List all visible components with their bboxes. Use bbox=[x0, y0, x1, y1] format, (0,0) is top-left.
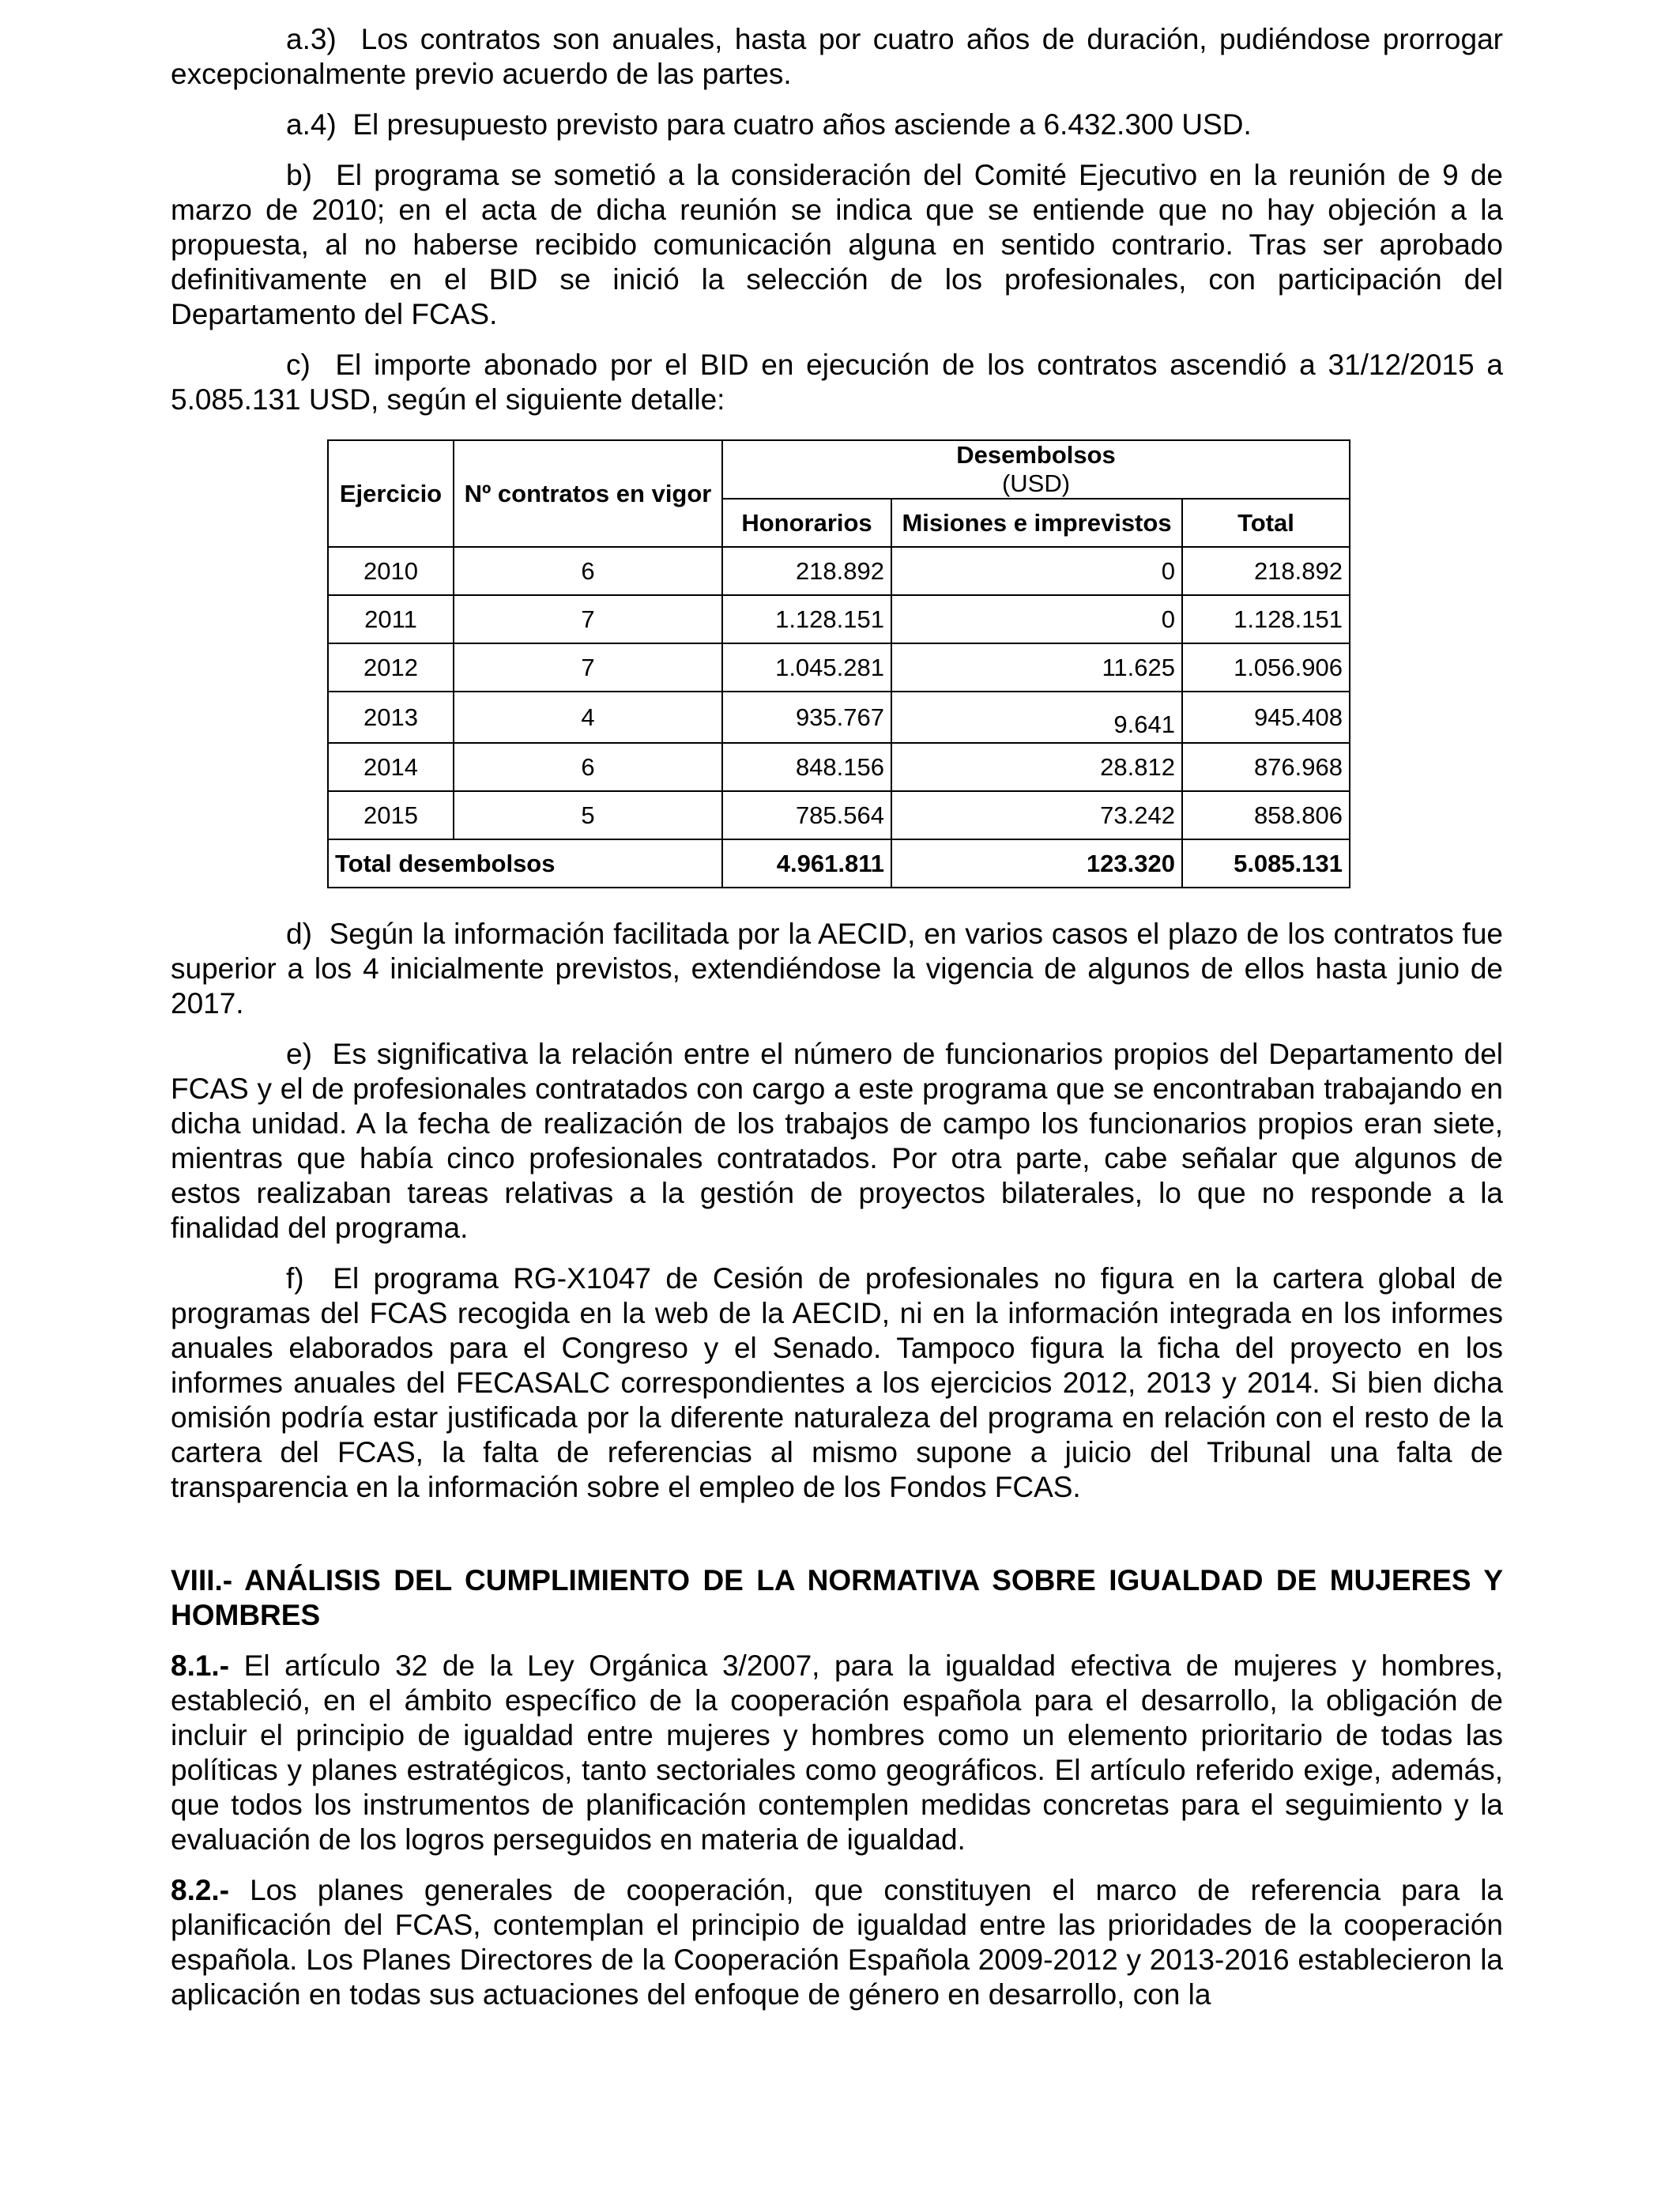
cell-total: 1.056.906 bbox=[1182, 643, 1350, 692]
cell-year: 2012 bbox=[328, 643, 454, 692]
cell-contracts: 6 bbox=[454, 743, 722, 791]
paragraph-8-2-label: 8.2.- bbox=[171, 1874, 230, 1906]
cell-contracts: 7 bbox=[454, 595, 722, 643]
table-row bbox=[328, 595, 1350, 643]
paragraph-d: d) Según la información facilitada por la AECID, en varios casos el plazo de los contratos fue superior a los 4 inicialmente previstos, extendiéndose la vigencia de algunos de ellos hasta junio de 2017. bbox=[171, 918, 1503, 1020]
cell-total: 945.408 bbox=[1182, 692, 1350, 743]
cell-fees: 218.892 bbox=[722, 547, 891, 595]
cell-contracts: 5 bbox=[454, 791, 722, 839]
paragraph-8-2-text: Los planes generales de cooperación, que constituyen el marco de referencia para la planificación del FCAS, contemplan el principio de igualdad entre las prioridades de la cooperación española. Los Planes Directores de la Cooperación Española 2009-2012 y 2013-2016 establecieron la aplicación en todas sus actuaciones del enfoque de género en desarrollo, con la bbox=[171, 1874, 1503, 2011]
table-header-row bbox=[328, 440, 1350, 499]
cell-missions: 28.812 bbox=[891, 743, 1182, 791]
header-missions: Misiones e imprevistos bbox=[891, 499, 1182, 547]
cell-fees: 1.045.281 bbox=[722, 643, 891, 692]
header-fees: Honorarios bbox=[722, 499, 891, 547]
cell-year: 2011 bbox=[328, 595, 454, 643]
cell-total: 218.892 bbox=[1182, 547, 1350, 595]
cell-missions: 9.641 bbox=[891, 692, 1182, 743]
table-row bbox=[328, 547, 1350, 595]
section-heading: VIII.- ANÁLISIS DEL CUMPLIMIENTO DE LA NORMATIVA SOBRE IGUALDAD DE MUJERES Y HOMBRES bbox=[171, 1564, 1503, 1631]
cell-fees: 1.128.151 bbox=[722, 595, 891, 643]
cell-missions: 73.242 bbox=[891, 791, 1182, 839]
paragraph-8-1-label: 8.1.- bbox=[171, 1649, 230, 1682]
cell-missions: 0 bbox=[891, 547, 1182, 595]
cell-year: 2014 bbox=[328, 743, 454, 791]
disbursements-table bbox=[327, 439, 1350, 888]
cell-totals-fees: 4.961.811 bbox=[722, 839, 891, 888]
cell-year: 2015 bbox=[328, 791, 454, 839]
header-total: Total bbox=[1182, 499, 1350, 547]
header-disbursements-label: Desembolsos bbox=[956, 441, 1116, 469]
paragraph-8-1-text: El artículo 32 de la Ley Orgánica 3/2007, para la igualdad efectiva de mujeres y hombres, estableció, en el ámbito específico de la cooperación española para el desarrollo, la obligación de incluir el principio de igualdad entre mujeres y hombres como un elemento prioritario de todas las políticas y planes estratégicos, tanto sectoriales como geográficos. El artículo referido exige, además, que todos los instrumentos de planificación contemplen medidas concretas para el seguimiento y la evaluación de los logros perseguidos en materia de igualdad. bbox=[171, 1649, 1503, 1856]
section-spacer bbox=[171, 1521, 1503, 1563]
paragraph-f: f) El programa RG-X1047 de Cesión de profesionales no figura en la cartera global de programas del FCAS recogida en la web de la AECID, ni en la información integrada en los informes anuales elaborados para el Congreso y el Senado. Tampoco figura la ficha del proyecto en los informes anuales del FECASALC correspondientes a los ejercicios 2012, 2013 y 2014. Si bien dicha omisión podría estar justificada por la diferente naturaleza del programa en relación con el resto de la cartera del FCAS, la falta de referencias al mismo supone a juicio del Tribunal una falta de transparencia en la información sobre el empleo de los Fondos FCAS. bbox=[171, 1262, 1503, 1503]
header-year: Ejercicio bbox=[328, 440, 454, 547]
paragraph-b: b) El programa se sometió a la consideración del Comité Ejecutivo en la reunión de 9 de marzo de 2010; en el acta de dicha reunión se indica que se entiende que no hay objeción a la propuesta, al no haberse recibido comunicación alguna en sentido contrario. Tras ser aprobado definitivamente en el BID se inició la selección de los profesionales, con participación del Departamento del FCAS. bbox=[171, 159, 1503, 330]
paragraph-c: c) El importe abonado por el BID en ejecución de los contratos ascendió a 31/12/2015 a 5.085.131 USD, según el siguiente detalle: bbox=[171, 349, 1503, 416]
paragraph-a4: a.4) El presupuesto previsto para cuatro años asciende a 6.432.300 USD. bbox=[286, 108, 1252, 141]
cell-year: 2013 bbox=[328, 692, 454, 743]
cell-fees: 848.156 bbox=[722, 743, 891, 791]
paragraph-e: e) Es significativa la relación entre el número de funcionarios propios del Departamento del FCAS y el de profesionales contratados con cargo a este programa que se encontraban trabajando en dicha unidad. A la fecha de realización de los trabajos de campo los funcionarios propios eran siete, mientras que había cinco profesionales contratados. Por otra parte, cabe señalar que algunos de estos realizaban tareas relativas a la gestión de proyectos bilaterales, lo que no responde a la finalidad del programa. bbox=[171, 1038, 1503, 1244]
header-contracts: Nº contratos en vigor bbox=[454, 440, 722, 547]
document-page bbox=[171, 22, 1503, 2028]
cell-missions: 11.625 bbox=[891, 643, 1182, 692]
paragraph-8-1 bbox=[171, 1649, 1503, 1857]
cell-fees: 785.564 bbox=[722, 791, 891, 839]
cell-total: 858.806 bbox=[1182, 791, 1350, 839]
cell-missions: 0 bbox=[891, 595, 1182, 643]
cell-contracts: 6 bbox=[454, 547, 722, 595]
table-row bbox=[328, 692, 1350, 743]
cell-totals-total: 5.085.131 bbox=[1182, 839, 1350, 888]
cell-year: 2010 bbox=[328, 547, 454, 595]
table-row bbox=[328, 743, 1350, 791]
cell-fees: 935.767 bbox=[722, 692, 891, 743]
cell-contracts: 7 bbox=[454, 643, 722, 692]
table-row bbox=[328, 791, 1350, 839]
cell-total: 876.968 bbox=[1182, 743, 1350, 791]
disbursements-table-wrapper bbox=[171, 439, 1503, 888]
paragraph-a3: a.3) Los contratos son anuales, hasta por cuatro años de duración, pudiéndose prorrogar excepcionalmente previo acuerdo de las partes. bbox=[171, 23, 1503, 90]
table-totals-row bbox=[328, 839, 1350, 888]
header-disbursements bbox=[722, 440, 1350, 499]
cell-total: 1.128.151 bbox=[1182, 595, 1350, 643]
cell-contracts: 4 bbox=[454, 692, 722, 743]
paragraph-8-2 bbox=[171, 1873, 1503, 2012]
cell-totals-label: Total desembolsos bbox=[328, 839, 722, 888]
cell-totals-missions: 123.320 bbox=[891, 839, 1182, 888]
header-disbursements-unit: (USD) bbox=[1001, 469, 1071, 497]
table-row bbox=[328, 643, 1350, 692]
